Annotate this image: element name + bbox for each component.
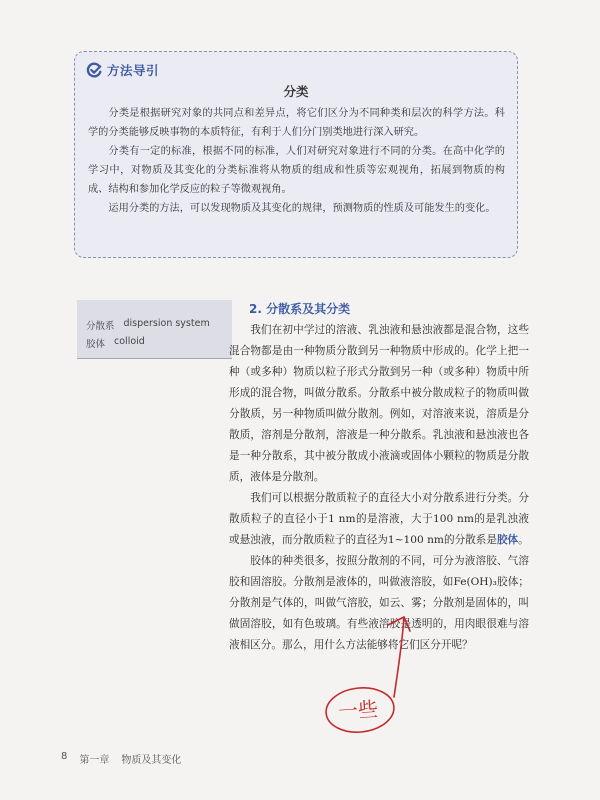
method-paragraph: 运用分类的方法，可以发现物质及其变化的规律，预测物质的性质及可能发生的变化。 — [108, 203, 496, 214]
chapter-label: 第一章 — [79, 755, 110, 766]
glossary-term-en: colloid — [114, 336, 145, 347]
glossary-entry — [86, 336, 145, 350]
glossary-box — [77, 300, 232, 359]
page-footer — [61, 751, 181, 766]
method-guide-body — [88, 104, 505, 218]
handwritten-annotation — [322, 615, 432, 740]
chapter-title: 物质及其变化 — [121, 755, 182, 766]
method-guide-icon — [85, 61, 103, 79]
glossary-term-zh: 分散系 — [86, 321, 115, 332]
glossary-term-en: dispersion system — [123, 318, 210, 329]
handwritten-text: 一些 — [337, 696, 379, 724]
section-title: 2. 分散系及其分类 — [249, 302, 351, 316]
method-guide-label: 方法导引 — [107, 63, 160, 78]
paragraph-text: 。 — [518, 534, 529, 546]
annotation-arrow-head — [388, 617, 410, 631]
glossary-term-zh: 胶体 — [86, 339, 106, 350]
method-paragraph: 分类是根据研究对象的共同点和差异点，将它们区分为不同种类和层次的科学方法。科学的分类能够反映事物的本质特征，有利于人们分门别类地进行深入研究。 — [88, 108, 505, 138]
glossary-entry — [86, 318, 210, 332]
key-term-colloid: 胶体 — [496, 534, 519, 546]
section-body — [229, 320, 529, 656]
section-dispersion-systems — [229, 300, 529, 656]
method-guide-box — [74, 51, 518, 258]
page-number: 8 — [61, 751, 68, 762]
annotation-arrow-line — [394, 617, 404, 697]
method-guide-subtitle: 分类 — [283, 84, 309, 99]
section-paragraph — [229, 488, 529, 551]
paragraph-text: 我们可以根据分散质粒子的直径大小对分散系进行分类。分散质粒子的直径小于1 nm的是溶液，大于100 nm的是乳浊液或悬浊液，而分散质粒子的直径为1~100 nm的分散系是 — [229, 492, 529, 546]
method-paragraph: 分类有一定的标准，根据不同的标准，人们对研究对象进行不同的分类。在高中化学的学习中，对物质及其变化的分类标准将从物质的组成和性质等宏观视角，拓展到物质的构成、结构和参加化学反应的粒子等微观视角。 — [88, 146, 505, 195]
section-paragraph: 胶体的种类很多，按照分散剂的不同，可分为液溶胶、气溶胶和固溶胶。分散剂是液体的，叫做液溶胶，如Fe(OH)₃胶体；分散剂是气体的，叫做气溶胶，如云、雾；分散剂是固体的，叫做固溶胶，如有色玻璃。有些液溶胶是透明的，用肉眼很难与溶液相区分。那么，用什么方法能够将它们区分开呢？ — [229, 555, 529, 651]
section-paragraph: 我们在初中学过的溶液、乳浊液和悬浊液都是混合物，这些混合物都是由一种物质分散到另一种物质中形成的。化学上把一种（或多种）物质以粒子形式分散到另一种（或多种）物质中所形成的混合物，叫做分散系。分散系中被分散成粒子的物质叫做分散质，另一种物质叫做分散剂。例如，对溶液来说，溶质是分散质，溶剂是分散剂，溶液是一种分散系。乳浊液和悬浊液也各是一种分散系，其中被分散成小液滴或固体小颗粒的物质是分散质，液体是分散剂。 — [229, 324, 529, 483]
method-guide-header — [85, 61, 159, 79]
